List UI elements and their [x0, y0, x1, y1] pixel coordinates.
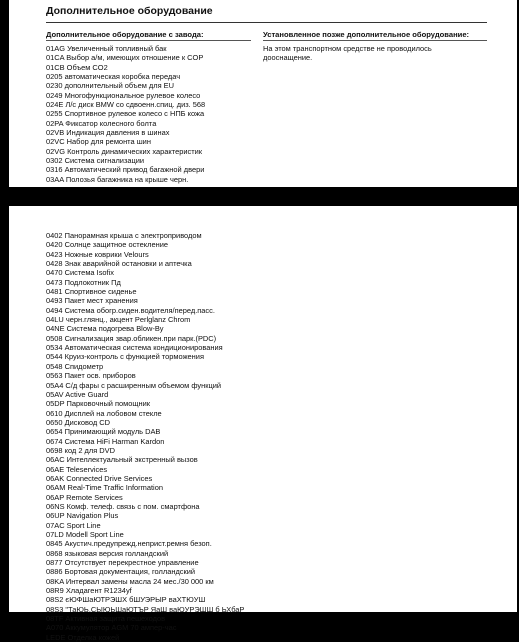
title-divider — [46, 22, 487, 23]
factory-equipment-list — [46, 44, 205, 184]
equipment-item: 08KA Интервал замены масла 24 мес./30 000 км — [46, 576, 214, 586]
equipment-item: 02VB Индикация давления в шинах — [46, 128, 170, 138]
equipment-item: 0674 Система HiFi Harman Kardon — [46, 436, 165, 446]
equipment-item: 0481 Спортивное сиденье — [46, 287, 137, 297]
factory-equipment-heading: Дополнительное оборудование с завода: — [46, 30, 204, 39]
equipment-item: A070 Аккумулятор AGM 70 ампер-час — [46, 623, 177, 633]
equipment-item: 0650 Дисковод CD — [46, 417, 110, 427]
equipment-item: 08R9 Хладагент R1234yf — [46, 586, 132, 596]
equipment-item: 0493 Пакет мест хранения — [46, 296, 138, 306]
document-page-2 — [9, 206, 517, 642]
equipment-item: 0428 Знак аварийной остановки и аптечка — [46, 259, 192, 269]
equipment-item: 0230 дополнительный объем для EU — [46, 81, 175, 91]
equipment-item: 0563 Пакет осв. приборов — [46, 371, 136, 381]
retrofit-heading-divider — [263, 40, 487, 41]
page-title: Дополнительное оборудование — [46, 5, 213, 17]
equipment-item: 0845 Акустич.предупрежд.неприст.ремня безоп. — [46, 539, 212, 549]
equipment-item: 04NE Система подогрева Blow-By — [46, 324, 164, 334]
equipment-item: 05AV Active Guard — [46, 389, 109, 399]
equipment-item: 08S2 єЮФШаЮТРЭШХ бШУЭРЫР ваХТЮУШ — [46, 595, 206, 605]
equipment-item: 02VG Контроль динамических характеристик — [46, 146, 203, 156]
equipment-item: 0470 Система Isofix — [46, 268, 114, 278]
equipment-item: 0508 Сигнализация звар.обликен.при парк.(PDC) — [46, 333, 217, 343]
equipment-item: 02VC Набор для ремонта шин — [46, 137, 151, 147]
equipment-item: 0494 Система обогр.сиден.водителя/перед.пасс. — [46, 305, 215, 315]
equipment-item: 0423 Ножные коврики Velours — [46, 249, 149, 259]
equipment-item: LEDE Отделка кожей — [46, 632, 120, 642]
equipment-item: 0255 Спортивное рулевое колесо с НПБ кожа — [46, 109, 205, 119]
equipment-list-continued — [46, 231, 244, 642]
equipment-item: 06AM Real-Time Traffic Information — [46, 483, 163, 493]
equipment-item: 07LD Modell Sport Line — [46, 530, 124, 539]
equipment-item: 0877 Отсутствует перекрестное управление — [46, 558, 199, 568]
equipment-item: 0610 Дисплей на лобовом стекле — [46, 408, 162, 418]
factory-heading-divider — [46, 40, 251, 41]
equipment-item: 05A4 С/д фары с расширенным объемом функций — [46, 380, 222, 390]
equipment-item: 06AP Remote Services — [46, 492, 123, 502]
equipment-item: 0868 языковая версия голландский — [46, 548, 169, 558]
equipment-item: 0249 Многофункциональное рулевое колесо — [46, 90, 201, 100]
equipment-item: 024E Л/с диск BMW со сдвоенн.спиц. диз. 568 — [46, 100, 206, 110]
equipment-item: 07AC Sport Line — [46, 520, 101, 530]
equipment-item: 06AE Teleservices — [46, 464, 108, 474]
equipment-item: 04LU черн.глянц., акцент Perlglanz Chrom — [46, 315, 191, 325]
equipment-item: 03AA Полозья багажника на крыше черн. — [46, 174, 189, 184]
equipment-item: 01CB Объем CO2 — [46, 62, 108, 72]
equipment-item: 0420 Солнце защитное остекление — [46, 240, 168, 250]
equipment-item: 01AG Увеличенный топливный бак — [46, 44, 167, 53]
equipment-item: 06NS Комф. телеф. связь с пом. смартфона — [46, 501, 200, 511]
equipment-item: 0534 Автоматическая система кондиционирования — [46, 343, 223, 353]
retrofit-equipment-heading: Установленное позже дополнительное оборудование: — [263, 30, 470, 39]
equipment-item: 0473 Подлокотник Пд — [46, 277, 121, 287]
equipment-item: 0402 Панорамная крыша с электроприводом — [46, 231, 202, 240]
equipment-item: 05DP Парковочный помощник — [46, 399, 151, 409]
equipment-item: 0698 код 2 для DVD — [46, 445, 116, 455]
equipment-item: 06AC Интеллектуальный экстренный вызов — [46, 455, 198, 465]
equipment-item: 0886 Бортовая документация, голландский — [46, 567, 196, 577]
retrofit-note: На этом транспортном средстве не проводилось дооснащение. — [263, 44, 432, 63]
equipment-item: 08S3 "ТаЮЬ.СЫЮЬШаЮТЪР ЯаШ ваЮУРЭШШ б ЬХбаР — [46, 604, 245, 614]
equipment-item: 0548 Спидометр — [46, 361, 104, 371]
equipment-item: 08TF Активная защита пешеходов — [46, 614, 166, 624]
equipment-item: 06AK Connected Drive Services — [46, 473, 153, 483]
equipment-item: 0205 автоматическая коробка передач — [46, 72, 181, 82]
equipment-item: 02PA Фиксатор колесного болта — [46, 118, 157, 128]
equipment-item: 0544 Круиз-контроль с функцией торможения — [46, 352, 204, 362]
equipment-item: 0316 Автоматический привод багажной двери — [46, 165, 205, 175]
equipment-item: 0302 Система сигнализации — [46, 156, 145, 166]
equipment-item: 06UP Navigation Plus — [46, 511, 119, 521]
equipment-item: 01CA Выбор а/м, имеющих отношение к COP — [46, 53, 204, 63]
document-page-1 — [9, 0, 517, 187]
equipment-item: 0654 Принимающий модуль DAB — [46, 427, 161, 437]
